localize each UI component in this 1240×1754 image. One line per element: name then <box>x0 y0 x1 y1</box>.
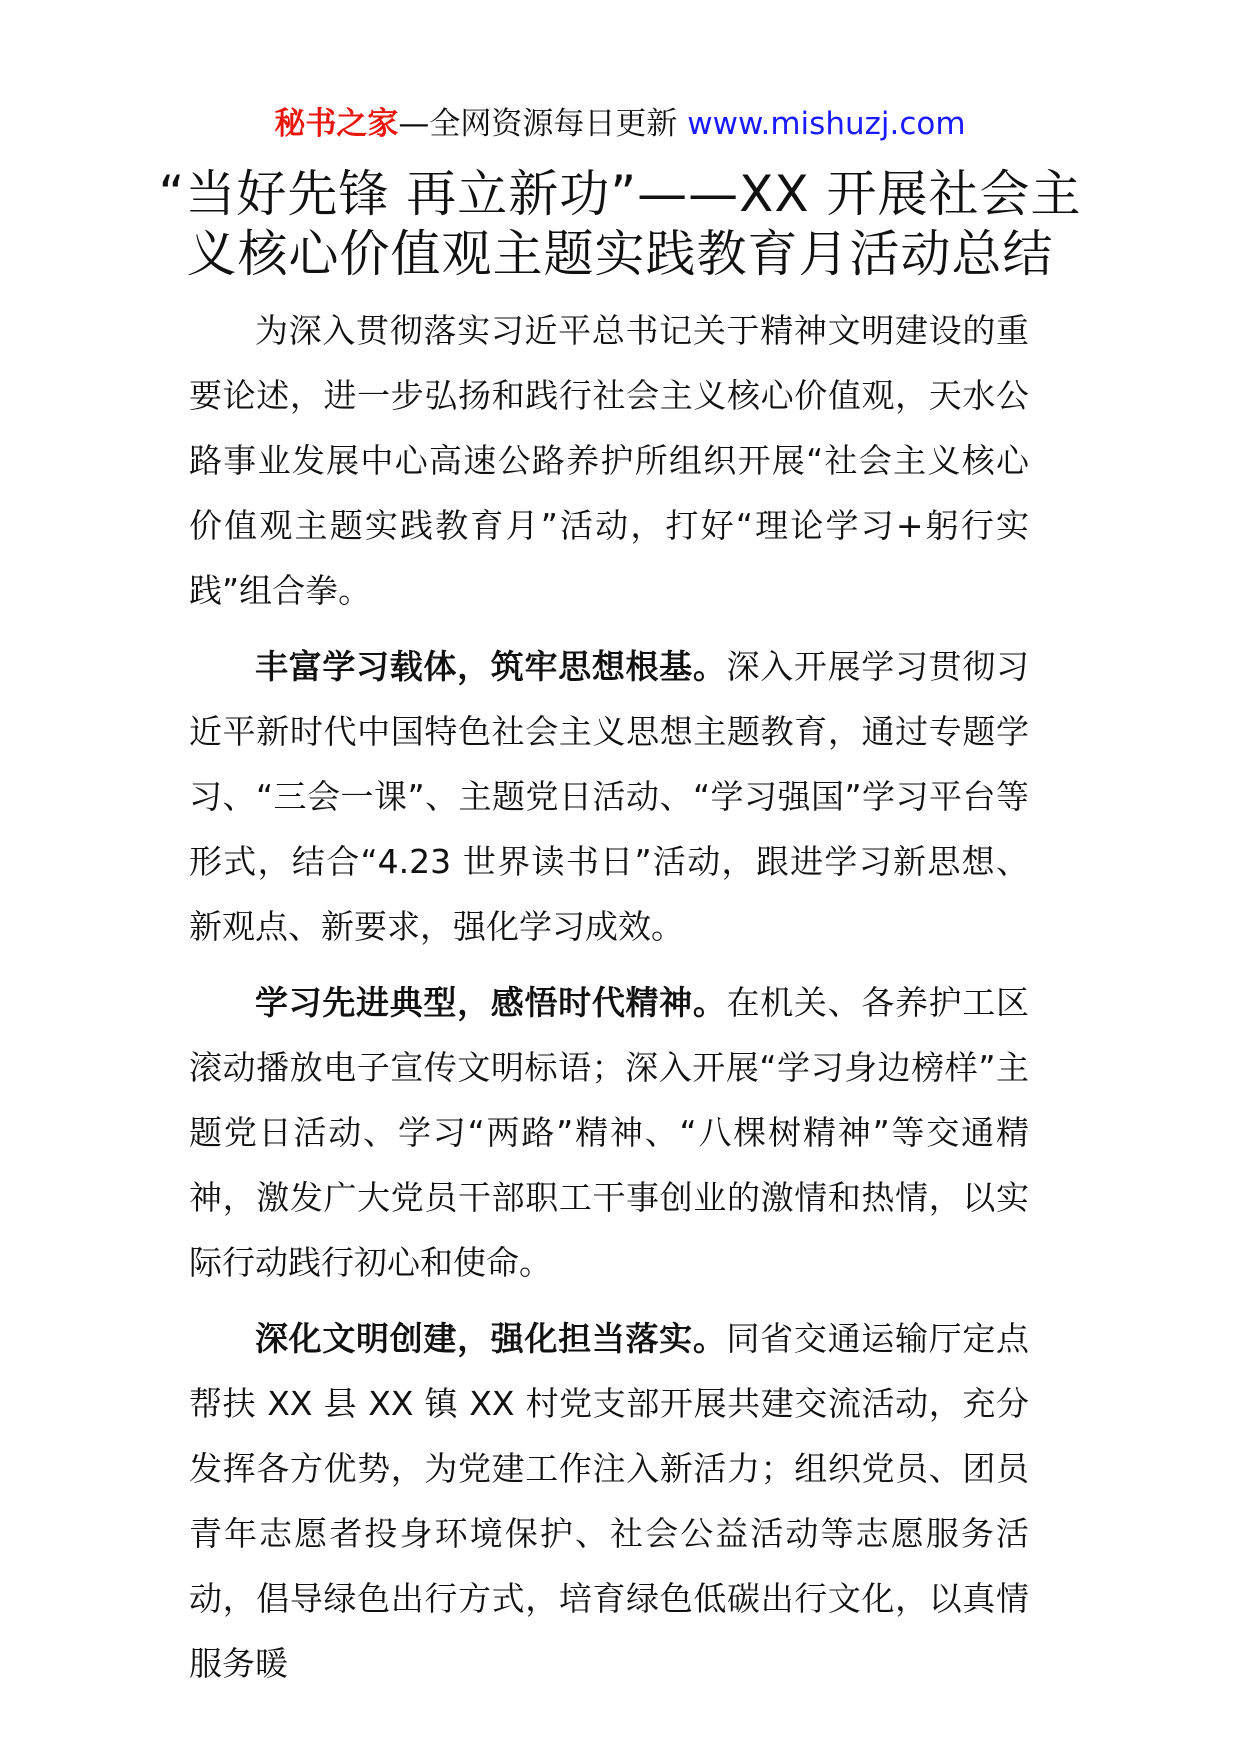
paragraph-text: 深入开展学习贯彻习近平新时代中国特色社会主义思想主题教育，通过专题学习、“三会一课”、主题党日活动、“学习强国”学习平台等形式，结合“4.23 世界读书日”活动，跟进学习新思想、新观点、新要求，强化学习成效。 <box>189 647 1030 946</box>
brand-name: 秘书之家 <box>274 106 399 142</box>
paragraph-study-carriers <box>189 634 1029 959</box>
paragraph-heading: 丰富学习载体，筑牢思想根基。 <box>255 647 727 686</box>
document-body <box>189 298 1029 1707</box>
paragraph-heading: 深化文明创建，强化担当落实。 <box>255 1319 727 1358</box>
paragraph-text: 在机关、各养护工区滚动播放电子宣传文明标语；深入开展“学习身边榜样”主题党日活动、学习“两路”精神、“八棵树精神”等交通精神，激发广大党员干部职工干事创业的激情和热情，以实际行动践行初心和使命。 <box>189 983 1030 1282</box>
document-title: “当好先锋 再立新功”——XX 开展社会主义核心价值观主题实践教育月活动总结 <box>158 165 1082 283</box>
paragraph-heading: 学习先进典型，感悟时代精神。 <box>255 983 727 1022</box>
paragraph-advanced-models <box>189 970 1029 1295</box>
banner-tagline: —全网资源每日更新 <box>398 106 678 142</box>
paragraph-civilization-building <box>189 1306 1029 1696</box>
site-url-link[interactable]: www.mishuzj.com <box>687 106 966 142</box>
paragraph-text: 同省交通运输厅定点帮扶 XX 县 XX 镇 XX 村党支部开展共建交流活动，充分发挥各方优势，为党建工作注入新活力；组织党员、团员青年志愿者投身环境保护、社会公益活动等志愿服务活动，倡导绿色出行方式，培育绿色低碳出行文化，以真情服务暖 <box>189 1319 1030 1683</box>
paragraph-text: 为深入贯彻落实习近平总书记关于精神文明建设的重要论述，进一步弘扬和践行社会主义核心价值观，天水公路事业发展中心高速公路养护所组织开展“社会主义核心价值观主题实践教育月”活动，打好“理论学习+躬行实践”组合拳。 <box>189 311 1029 610</box>
site-banner <box>0 104 1240 144</box>
paragraph-intro <box>189 298 1029 623</box>
